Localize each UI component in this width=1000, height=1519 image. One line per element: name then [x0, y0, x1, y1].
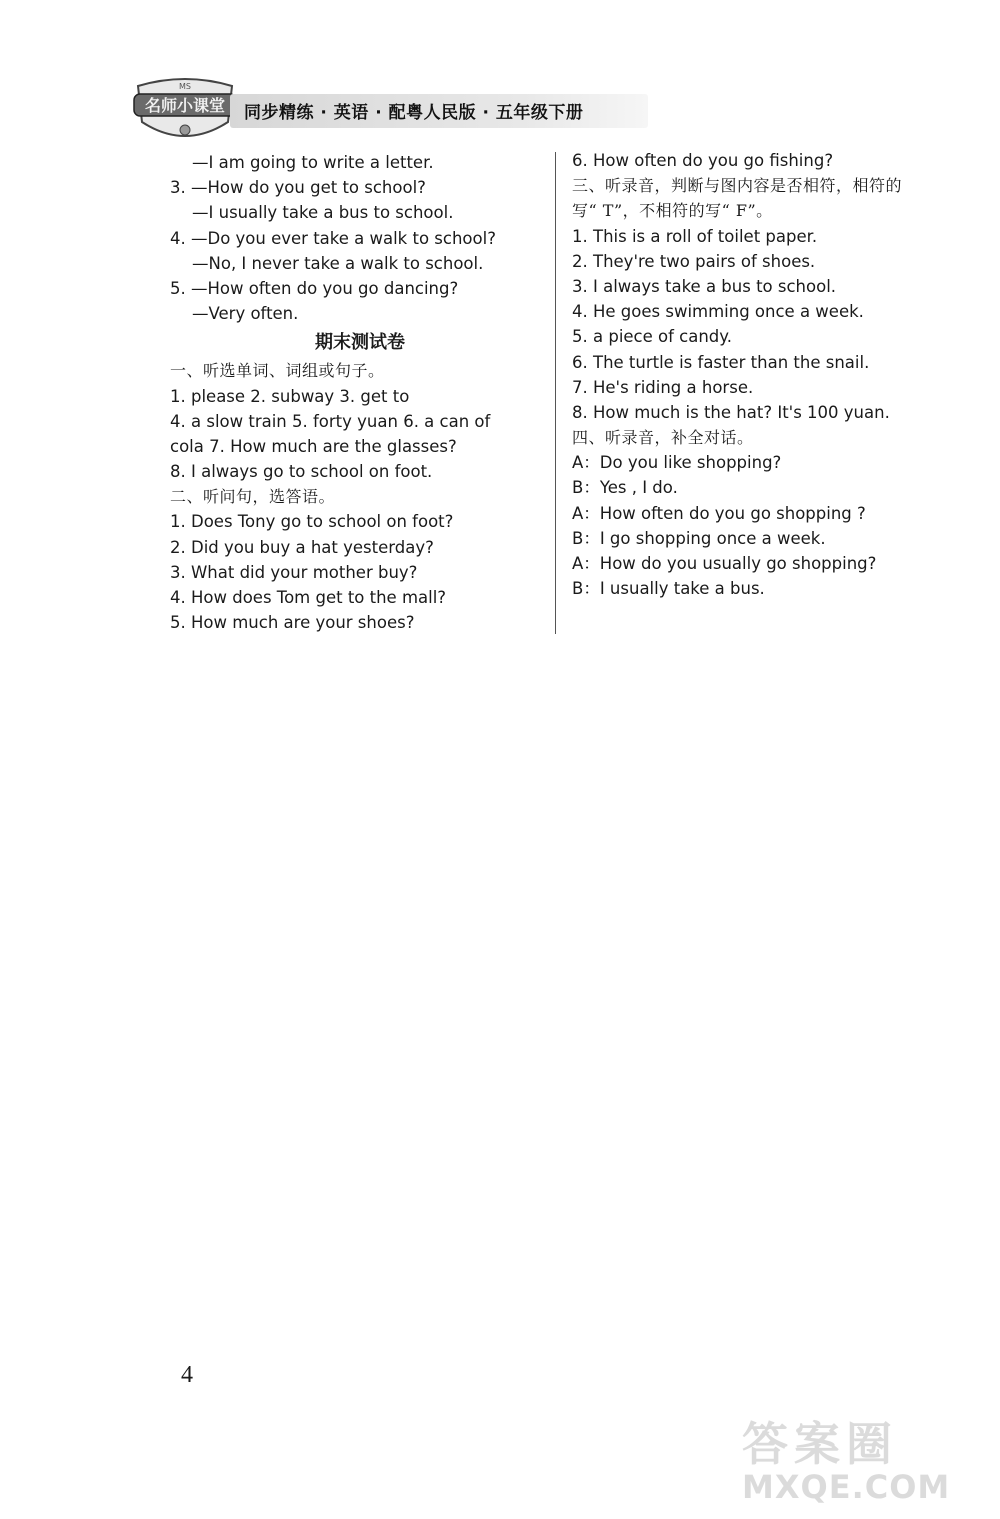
answer-line: 8. I always go to school on foot. — [170, 462, 433, 482]
answer-line: 1. Does Tony go to school on foot? — [170, 512, 454, 532]
watermark-url: MXQE.COM — [742, 1468, 951, 1506]
header-banner — [230, 94, 648, 128]
answer-line: 2. Did you buy a hat yesterday? — [170, 537, 434, 557]
answer-line: 6. The turtle is faster than the snail. — [572, 352, 870, 372]
book-title: 同步精练 · 英语 · 配粤人民版 · 五年级下册 — [244, 103, 584, 123]
answer-line: 5. How much are your shoes? — [170, 613, 415, 633]
right-column — [572, 148, 957, 601]
answer-line: 4. How does Tom get to the mall? — [170, 588, 447, 607]
answer-line: —No, I never take a walk to school. — [192, 253, 484, 273]
answer-line: —Very often. — [192, 304, 299, 324]
answer-line: 1. This is a roll of toilet paper. — [572, 226, 818, 246]
answer-line: 3. —How do you get to school? — [170, 178, 426, 198]
dialogue-line: A：How often do you go shopping ? — [572, 503, 866, 523]
part3-heading: 三、听录音，判断与图内容是否相符，相符的 — [572, 176, 903, 196]
page-header — [130, 72, 650, 152]
part1-heading: 一、听选单词、词组或句子。 — [170, 361, 385, 381]
dialogue-line: B：I usually take a bus. — [572, 579, 765, 599]
answer-line: 1. please 2. subway 3. get to — [170, 386, 410, 406]
answer-line: 6. How often do you go fishing? — [572, 151, 834, 170]
page-number: 4 — [181, 1362, 193, 1388]
column-divider — [555, 152, 556, 634]
answer-line: 7. He's riding a horse. — [572, 377, 754, 397]
teacher-class-logo-icon — [130, 72, 240, 150]
part4-heading: 四、听录音，补全对话。 — [572, 428, 754, 448]
answer-line: 5. —How often do you go dancing? — [170, 278, 459, 298]
answer-line: 5. a piece of candy. — [572, 327, 732, 347]
dialogue-line: A：How do you usually go shopping? — [572, 554, 877, 573]
answer-line: 4. a slow train 5. forty yuan 6. a can of — [170, 411, 491, 431]
answer-line: —I am going to write a letter. — [192, 153, 434, 172]
answer-line: cola 7. How much are the glasses? — [170, 436, 457, 456]
part2-heading: 二、听问句，选答语。 — [170, 487, 336, 507]
logo-text: 名师小课堂 — [144, 96, 226, 115]
watermark-title: 答案圈 — [742, 1417, 898, 1471]
dialogue-line: B：Yes , I do. — [572, 478, 678, 498]
part3-heading-cont: 写“ T”，不相符的写“ F”。 — [572, 201, 773, 221]
answer-line: 4. He goes swimming once a week. — [572, 302, 864, 322]
section-title: 期末测试卷 — [315, 332, 405, 354]
answer-line: —I usually take a bus to school. — [192, 203, 454, 223]
answer-line: 2. They're two pairs of shoes. — [572, 251, 816, 271]
answer-line: 3. What did your mother buy? — [170, 562, 418, 582]
answer-line: 3. I always take a bus to school. — [572, 276, 837, 296]
watermark — [742, 1408, 987, 1516]
left-column — [170, 150, 540, 635]
dialogue-line: A：Do you like shopping? — [572, 453, 782, 473]
answer-line: 8. How much is the hat? It's 100 yuan. — [572, 402, 890, 422]
dialogue-line: B：I go shopping once a week. — [572, 528, 826, 548]
answer-line: 4. —Do you ever take a walk to school? — [170, 228, 496, 248]
logo-small-text: MS — [179, 82, 191, 91]
